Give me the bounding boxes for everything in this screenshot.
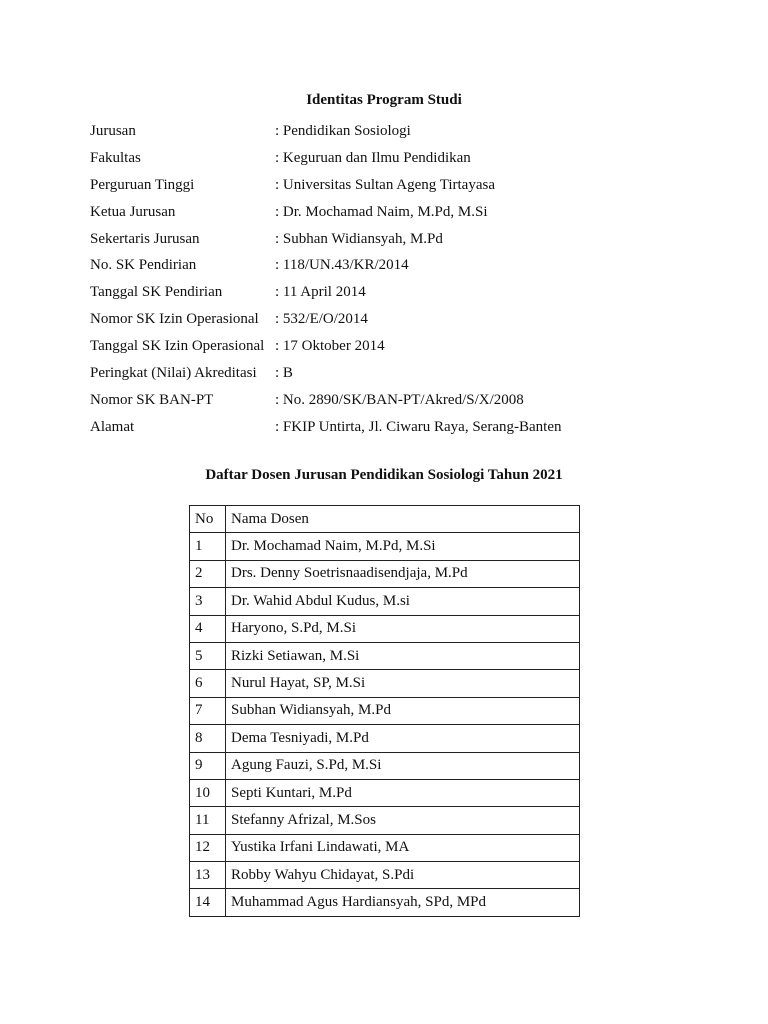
identity-row [90,387,690,414]
row-number: 4 [190,615,226,642]
identity-value: : 17 Oktober 2014 [275,338,385,355]
column-header-no: No [190,506,226,533]
identity-row [90,306,690,333]
identity-row [90,252,690,279]
identity-list [90,118,690,441]
row-number: 11 [190,807,226,834]
identity-row [90,118,690,145]
identity-value: : Universitas Sultan Ageng Tirtayasa [275,176,495,193]
identity-label: Peringkat (Nilai) Akreditasi [90,364,257,381]
identity-row [90,360,690,387]
table-row [190,779,580,806]
identity-value: : Pendidikan Sosiologi [275,122,411,139]
table-row [190,889,580,916]
identity-label: Nomor SK BAN-PT [90,391,214,408]
lecturer-name: Robby Wahyu Chidayat, S.Pdi [226,862,580,889]
identity-value: : B [275,364,293,381]
identity-value: : Keguruan dan Ilmu Pendidikan [275,149,471,166]
identity-label: Perguruan Tinggi [90,176,195,193]
table-row [190,807,580,834]
lecturer-name: Haryono, S.Pd, M.Si [226,615,580,642]
identity-value: : FKIP Untirta, Jl. Ciwaru Raya, Serang-Banten [275,418,562,435]
table-row [190,834,580,861]
lecturer-name: Muhammad Agus Hardiansyah, SPd, MPd [226,889,580,916]
identity-label: Jurusan [90,122,136,139]
identity-value: : 118/UN.43/KR/2014 [275,257,409,274]
lecturer-name: Septi Kuntari, M.Pd [226,779,580,806]
lecturer-name: Agung Fauzi, S.Pd, M.Si [226,752,580,779]
identity-row [90,279,690,306]
identity-label: Tanggal SK Izin Operasional [90,338,265,355]
row-number: 2 [190,560,226,587]
identity-label: Ketua Jurusan [90,203,176,220]
lecturer-name: Dr. Wahid Abdul Kudus, M.si [226,588,580,615]
identity-value: : No. 2890/SK/BAN-PT/Akred/S/X/2008 [275,391,524,408]
table-row [190,725,580,752]
identity-value: : Subhan Widiansyah, M.Pd [275,230,443,247]
table-row [190,533,580,560]
row-number: 10 [190,779,226,806]
dosen-table [189,505,580,917]
lecturer-name: Dr. Mochamad Naim, M.Pd, M.Si [226,533,580,560]
lecturer-name: Drs. Denny Soetrisnaadisendjaja, M.Pd [226,560,580,587]
row-number: 5 [190,642,226,669]
identity-value: : Dr. Mochamad Naim, M.Pd, M.Si [275,203,488,220]
table-row [190,642,580,669]
lecturer-name: Rizki Setiawan, M.Si [226,642,580,669]
identity-label: Sekertaris Jurusan [90,230,200,247]
row-number: 1 [190,533,226,560]
row-number: 13 [190,862,226,889]
table-row [190,615,580,642]
table-row [190,588,580,615]
row-number: 9 [190,752,226,779]
table-row [190,560,580,587]
table-row [190,670,580,697]
identity-row [90,333,690,360]
lecturer-name: Subhan Widiansyah, M.Pd [226,697,580,724]
identity-value: : 11 April 2014 [275,284,366,301]
identity-row [90,145,690,172]
identity-value: : 532/E/O/2014 [275,311,368,328]
table-row [190,862,580,889]
identity-label: Fakultas [90,149,141,166]
row-number: 8 [190,725,226,752]
identity-label: Tanggal SK Pendirian [90,284,223,301]
table-header-row [190,506,580,533]
identity-row [90,414,690,441]
identity-row [90,172,690,199]
lecturer-name: Yustika Irfani Lindawati, MA [226,834,580,861]
identity-label: No. SK Pendirian [90,257,197,274]
lecturer-name: Stefanny Afrizal, M.Sos [226,807,580,834]
dosen-table-title: Daftar Dosen Jurusan Pendidikan Sosiologi Tahun 2021 [205,467,563,483]
identity-row [90,199,690,226]
table-row [190,697,580,724]
row-number: 14 [190,889,226,916]
row-number: 6 [190,670,226,697]
lecturer-name: Dema Tesniyadi, M.Pd [226,725,580,752]
row-number: 7 [190,697,226,724]
identity-label: Nomor SK Izin Operasional [90,311,259,328]
lecturer-name: Nurul Hayat, SP, M.Si [226,670,580,697]
row-number: 3 [190,588,226,615]
table-row [190,752,580,779]
identity-title: Identitas Program Studi [306,92,462,108]
row-number: 12 [190,834,226,861]
column-header-nama: Nama Dosen [226,506,580,533]
identity-row [90,226,690,253]
identity-label: Alamat [90,418,135,435]
